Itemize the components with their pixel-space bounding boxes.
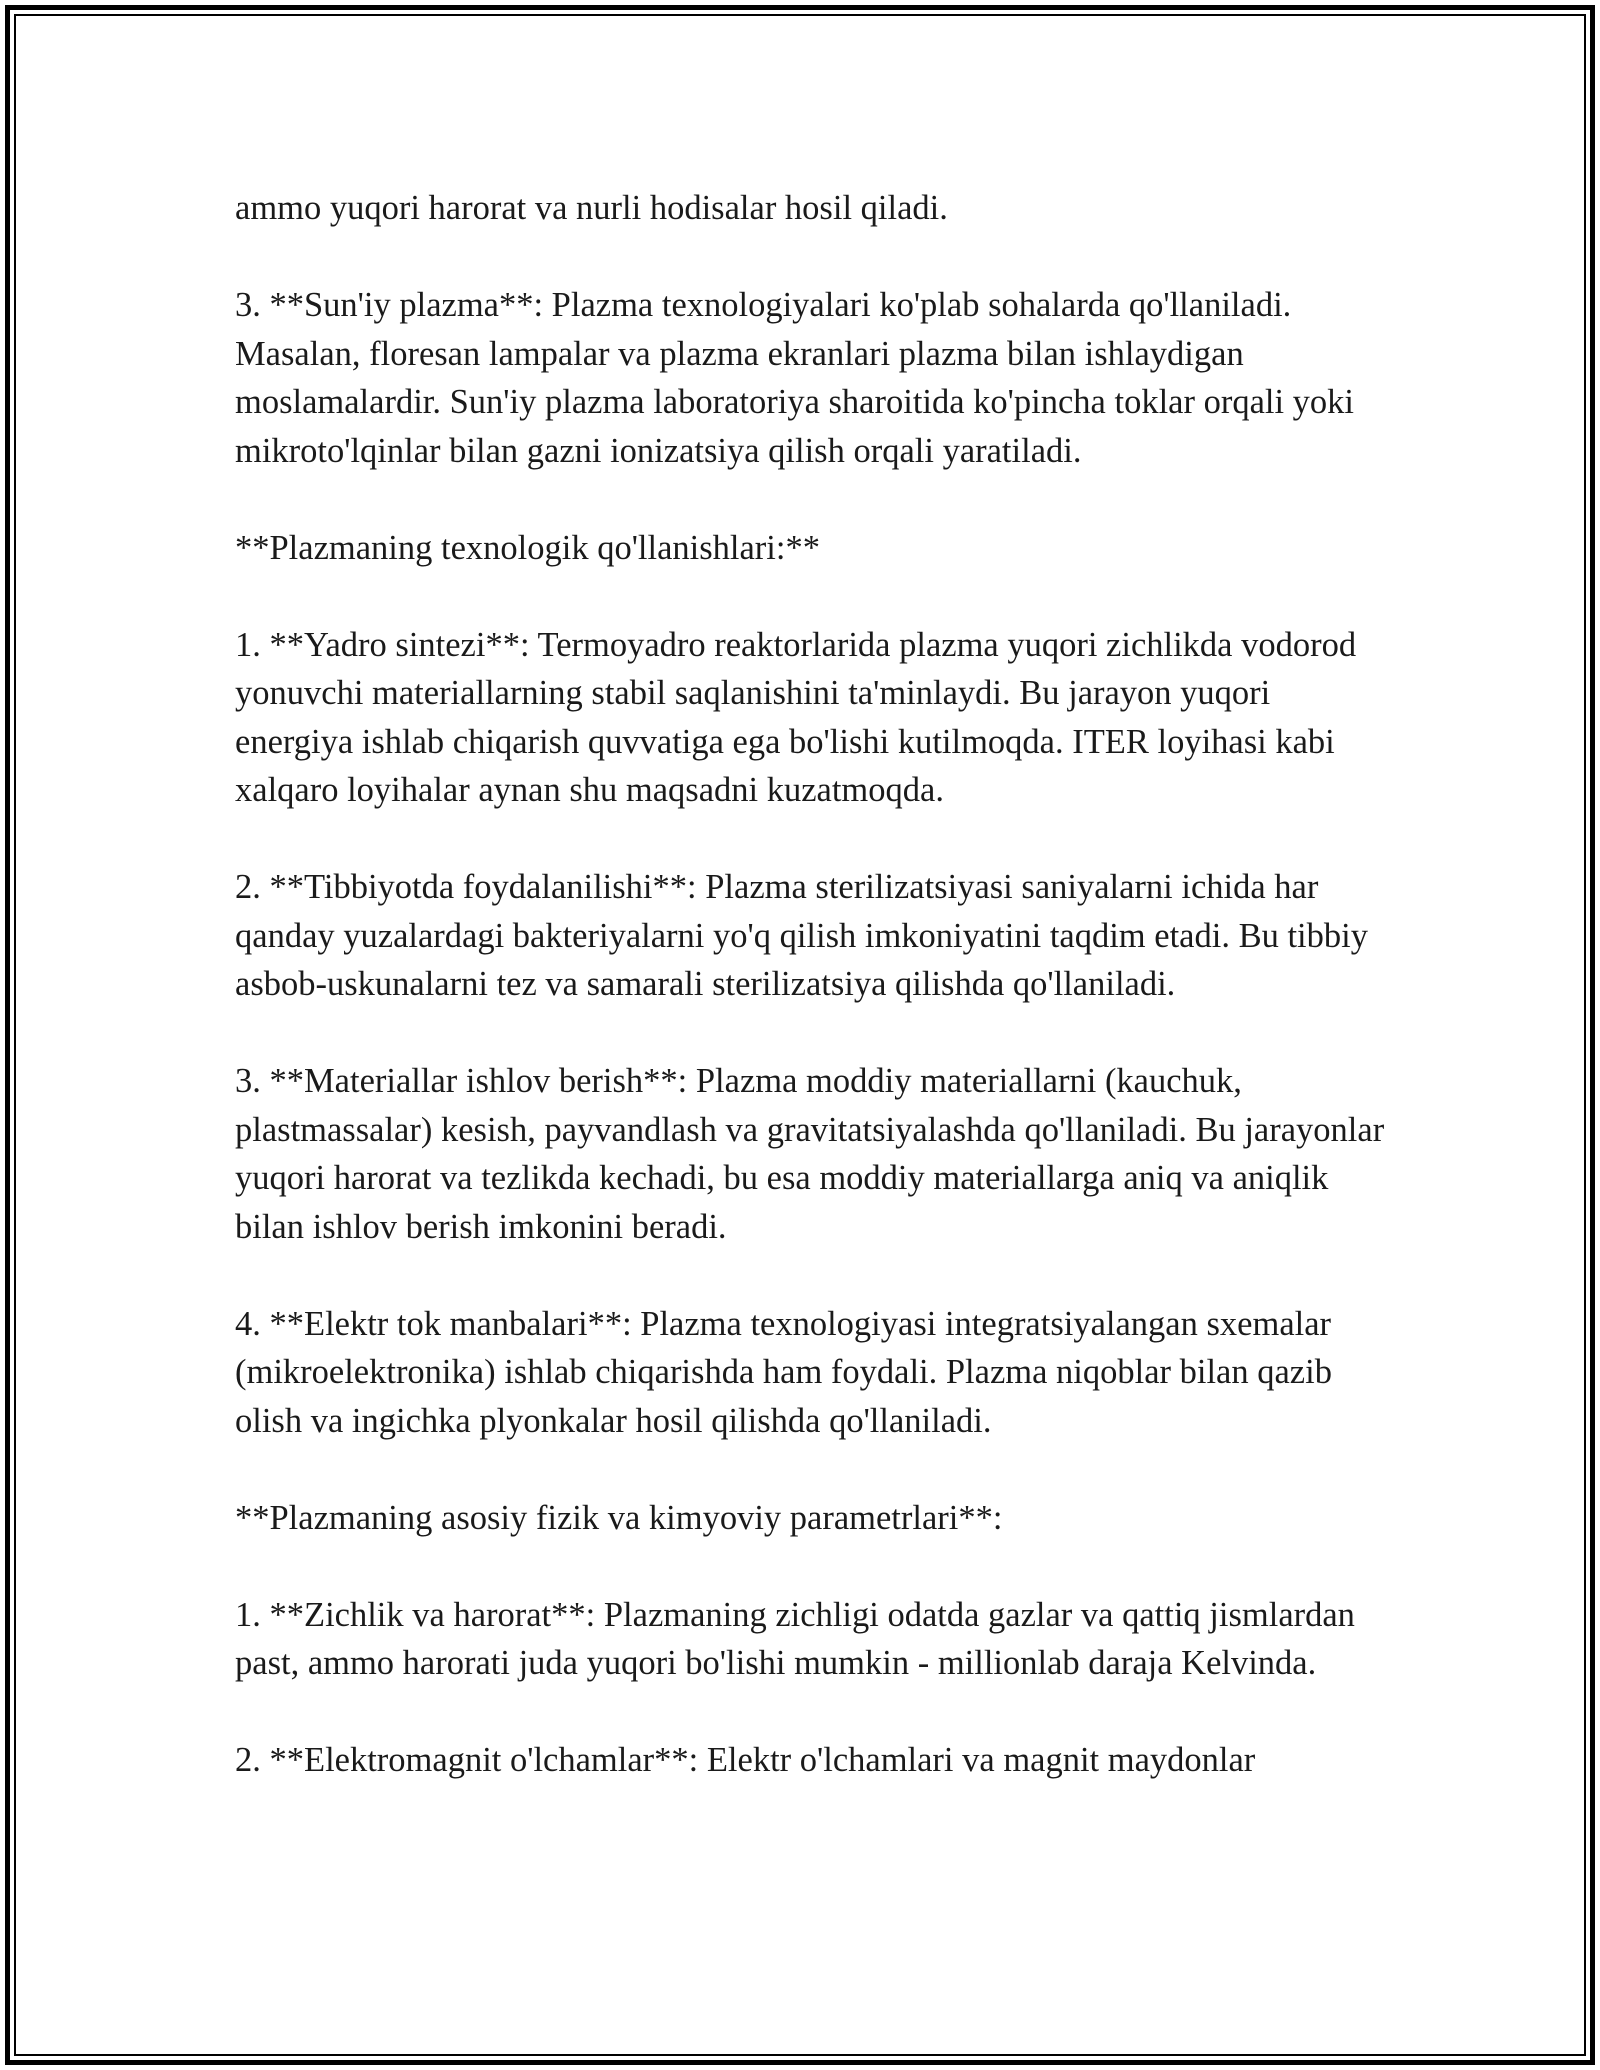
document-body (235, 184, 1385, 1785)
paragraph-nuclear-fusion: 1. **Yadro sintezi**: Termoyadro reaktorlarida plazma yuqori zichlikda vodorod yonuvchi materiallarning stabil saqlanishini ta'minlaydi. Bu jarayon yuqori energiya ishlab chiqarish quvvatiga ega bo'lishi kutilmoqda. ITER loyihasi kabi xalqaro loyihalar aynan shu maqsadni kuzatmoqda. (235, 625, 1357, 809)
paragraph-continuation: ammo yuqori harorat va nurli hodisalar hosil qiladi. (235, 189, 948, 227)
paragraph-electromagnetic: 2. **Elektromagnit o'lchamlar**: Elektr o'lchamlari va magnit maydonlar (235, 1741, 1256, 1779)
paragraph-materials-processing: 3. **Materiallar ishlov berish**: Plazma moddiy materiallarni (kauchuk, plastmassalar) kesish, payvandlash va gravitatsiyalashda qo'llaniladi. Bu jarayonlar yuqori harorat va tezlikda kechadi, bu esa moddiy materiallarga aniq va aniqlik bilan ishlov berish imkonini beradi. (235, 1062, 1385, 1246)
paragraph-artificial-plasma: 3. **Sun'iy plazma**: Plazma texnologiyalari ko'plab sohalarda qo'llaniladi. Masalan, floresan lampalar va plazma ekranlari plazma bilan ishlaydigan moslamalardir. Sun'iy plazma laboratoriya sharoitida ko'pincha toklar orqali yoki mikroto'lqinlar bilan gazni ionizatsiya qilish orqali yaratiladi. (235, 286, 1355, 470)
section-heading-applications: **Plazmaning texnologik qo'llanishlari:** (235, 528, 820, 567)
paragraph-density-temperature: 1. **Zichlik va harorat**: Plazmaning zichligi odatda gazlar va qattiq jismlardan past, ammo harorati juda yuqori bo'lishi mumkin - millionlab daraja Kelvinda. (235, 1595, 1355, 1682)
paragraph-electric-sources: 4. **Elektr tok manbalari**: Plazma texnologiyasi integratsiyalangan sxemalar (mikroelektronika) ishlab chiqarishda ham foydali. Plazma niqoblar bilan qazib olish va ingichka plyonkalar hosil qilishda qo'llaniladi. (235, 1304, 1332, 1440)
paragraph-medicine: 2. **Tibbiyotda foydalanilishi**: Plazma sterilizatsiyasi saniyalarni ichida har qanday yuzalardagi bakteriyalarni yo'q qilish imkoniyatini taqdim etadi. Bu tibbiy asbob-uskunalarni tez va samarali sterilizatsiya qilishda qo'llaniladi. (235, 868, 1368, 1003)
section-heading-parameters: **Plazmaning asosiy fizik va kimyoviy parametrlari**: (235, 1498, 1003, 1537)
